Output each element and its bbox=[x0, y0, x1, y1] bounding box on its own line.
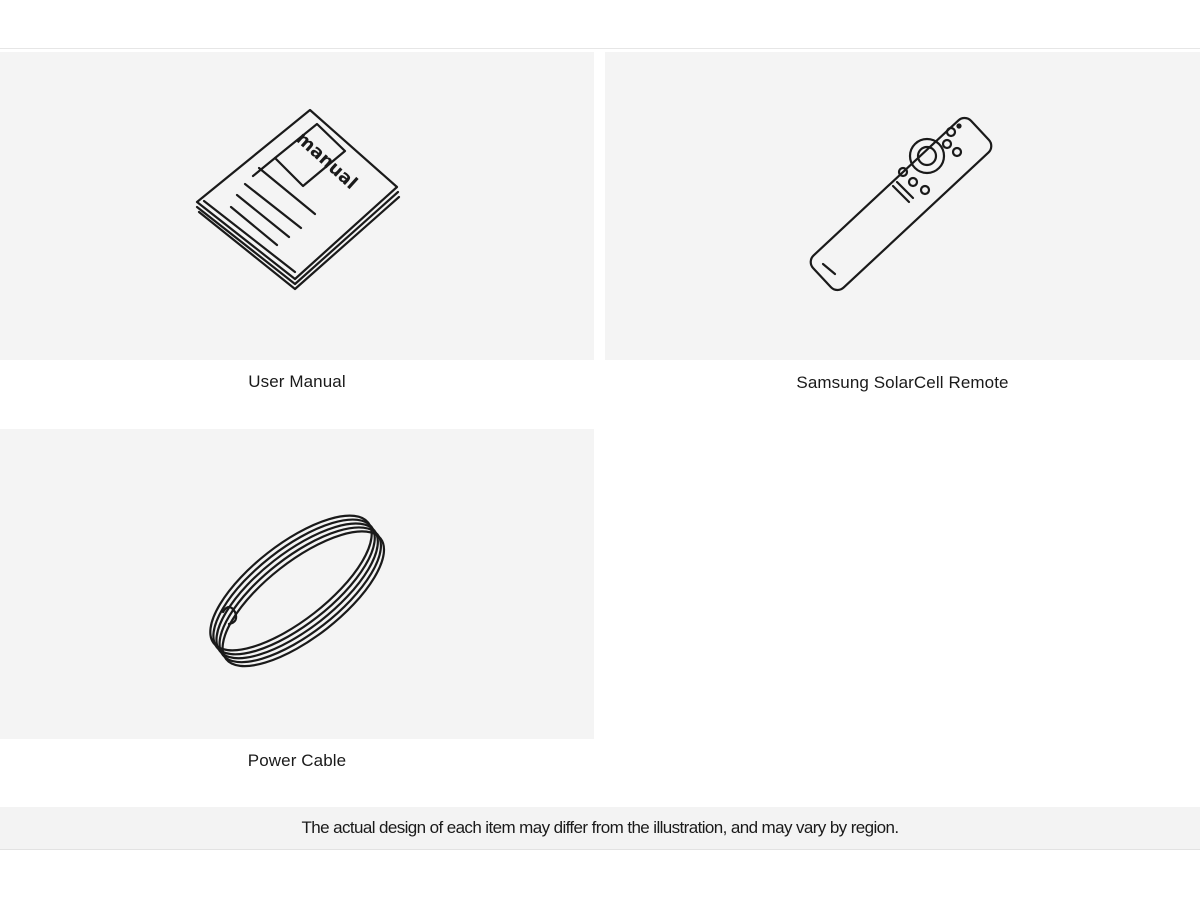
disclaimer-bar bbox=[0, 807, 1200, 850]
item-panel-user-manual bbox=[0, 52, 594, 360]
disclaimer-text: The actual design of each item may differ from the illustration, and may vary by region. bbox=[301, 818, 899, 837]
item-panel-solarcell-remote bbox=[605, 52, 1200, 360]
manual-book-icon bbox=[177, 106, 417, 306]
coiled-cable-icon bbox=[187, 484, 407, 684]
item-caption-solarcell-remote: Samsung SolarCell Remote bbox=[796, 373, 1009, 392]
manual-cover-text: manual bbox=[291, 128, 362, 194]
top-divider bbox=[0, 48, 1200, 49]
item-caption-power-cable: Power Cable bbox=[247, 751, 347, 770]
item-caption-user-manual: User Manual bbox=[248, 372, 346, 391]
remote-control-icon bbox=[793, 96, 1013, 316]
item-panel-power-cable bbox=[0, 429, 594, 739]
